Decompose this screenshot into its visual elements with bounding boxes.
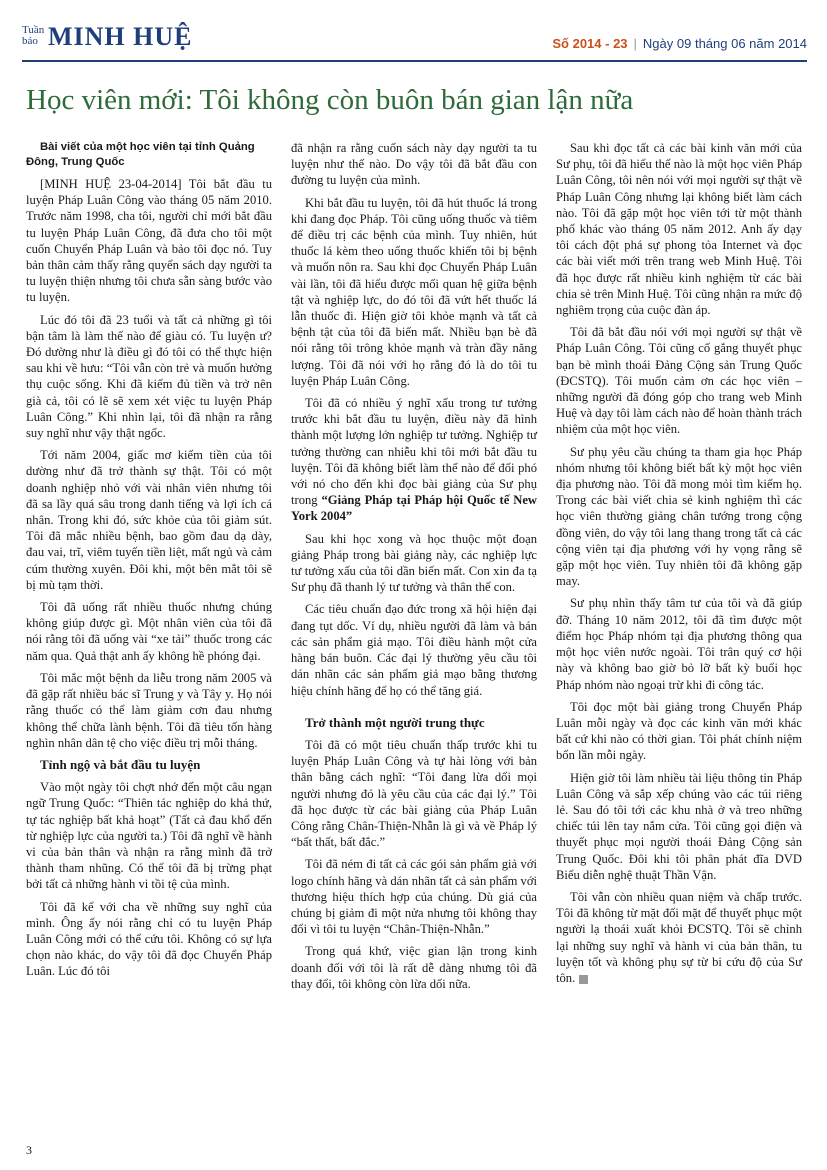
paragraph: Tôi đã bắt đầu nói với mọi người sự thật về Pháp Luân Công. Tôi cũng cố gắng thuyết phục bạn bè mình thoái Đảng Cộng sản Trung Quốc (ĐCSTQ). Tôi muốn cảm ơn các học viên – những người đã đóng góp cho trang web Minh Huệ và dạy tôi làm cách nào để hoàn thành trách nhiệm của một học viên. [556,325,802,437]
paragraph-text: Tôi đã có nhiều ý nghĩ xấu trong tư tưởng trước khi bắt đầu tu luyện, điều này đã hình thành một lượng lớn nghiệp tư tưởng. Nghiệp tư tưởng thường can nhiễu khi tôi mới bắt đầu tu luyện. Tôi đã không biết làm thế nào để đối phó với nó cho đến khi đọc bài giảng của Sư phụ trong [291,396,537,508]
paragraph: Tôi đã có một tiêu chuẩn thấp trước khi tu luyện Pháp Luân Công và tự hài lòng với bản thân bằng cách nghĩ: “Tôi đang lừa dối mọi người nhưng đó là yêu cầu của các đại lý.” Tôi đã học được từ các bài giảng của Pháp Luân Công rằng Chân-Thiện-Nhẫn là gì và về Pháp lý “bất thất, bất đắc.” [291,737,537,850]
paragraph: Tôi mắc một bệnh da liễu trong năm 2005 và đã gặp rất nhiều bác sĩ Trung y và Tây y. Họ nói rằng thuốc có thể làm giảm cơn đau nhưng không thể chữa lành bệnh. Tôi đã tiêu tốn hàng nghìn nhân dân tệ cho việc điều trị mỗi tháng. [26,670,272,750]
column-2 [291,140,537,1150]
page-number: 3 [26,1143,32,1157]
brand-logo [22,24,193,50]
paragraph: Vào một ngày tôi chợt nhớ đến một câu ngạn ngữ Trung Quốc: “Thiên tác nghiệp do khả thứ, tự tác nghiệp bất khả hoạt” (Tất cả đau khổ đến từ nghiệp lực của người ta.) Tôi đã nghĩ về hành vi của bản thân và nhận ra rằng mình đã trở thành tham nhũng. Có thể tôi đã bị trừng phạt bởi tất cả những hành vi tồi tệ của mình. [26,780,272,892]
issue-number: Số 2014 - 23 [552,36,628,51]
article-body [26,140,802,1150]
lecture-title: “Giảng Pháp tại Pháp hội Quốc tế New York 2004” [291,493,537,524]
paragraph: Tôi đọc một bài giảng trong Chuyển Pháp Luân mỗi ngày và đọc các kinh văn mới khác bất cứ khi nào có thời gian. Tôi phát chính niệm bốn lần mỗi ngày. [556,699,802,763]
paragraph: Các tiêu chuẩn đạo đức trong xã hội hiện đại đang tụt dốc. Ví dụ, nhiều người đã làm và bán các sản phẩm giả mạo. Tôi điều hành một cửa hàng bán buôn. Các đại lý thường yêu cầu tôi dán nhãn các sản phẩm giả mạo bằng thương hiệu chính hãng để họ có thể tăng giá. [291,602,537,698]
byline: Bài viết của một học viên tại tỉnh Quảng Đông, Trung Quốc [26,141,255,168]
article-title: Học viên mới: Tôi không còn buôn bán gian lận nữa [26,84,634,116]
paragraph: Lúc đó tôi đã 23 tuổi và tất cả những gì tôi bận tâm là làm thế nào để giàu có. Tu luyện ư? Đó dường như là điều gì đó tôi có thể thực hiện sau khi về hưu: “Tôi vẫn còn trẻ và muốn hưởng thụ cuộc sống. Khi đã kiếm đủ tiền và trở nên già cả, tôi có lẽ sẽ xem xét việc tu luyện Pháp Luân Công.” Khi nhìn lại, tôi đã nhận ra rằng suy nghĩ như vậy thật ngốc. [26,312,272,441]
paragraph: Sư phụ nhìn thấy tâm tư của tôi và đã giúp đỡ. Tháng 10 năm 2012, tôi đã tìm được một điểm học Pháp nhóm tại địa phương thông qua một học viên nước ngoài. Tôi trân quý cơ hội này và không bao giờ bỏ lỡ bất kỳ buổi học Pháp nhóm nào ngoại trừ khi đi công tác. [556,596,802,692]
paragraph: Sau khi đọc tất cả các bài kinh văn mới của Sư phụ, tôi đã hiểu thế nào là một học viên Pháp Luân Công, tôi nên nói với mọi người sự thật về Pháp Luân Công nhưng lại không biết làm cách nào. Tôi đã gặp một học viên tới từ một thành phố khác vào tháng 05 năm 2012. Anh ấy dạy tôi cách đột phá sự phong tỏa Internet và đọc các bài viết mới trên trang web Minh Huệ. Tôi đã học được rất nhiều kinh nghiệm từ các bài chia sẻ trên Minh Huệ. Tôi cũng nhận ra mức độ nghiêm trọng của cuộc đàn áp. [556,141,802,318]
paragraph: Tôi đã uống rất nhiều thuốc nhưng chúng không giúp được gì. Một nhân viên của tôi đã nói rằng tôi đã uống vài “xe tải” thuốc trong các năm qua. Quả thật anh ấy không hề phóng đại. [26,600,272,663]
masthead-rule [22,60,807,62]
paragraph: Trong quá khứ, việc gian lận trong kinh doanh đối với tôi là rất dễ dàng nhưng tôi đã thay đổi, tôi không còn lừa dối nữa. [291,944,537,991]
subheading: Trở thành một người trung thực [305,714,485,730]
paragraph: Sau khi học xong và học thuộc một đoạn giảng Pháp trong bài giảng này, các nghiệp lực tư tưởng xấu của tôi dần biến mất. Con xin đa tạ Sư phụ đã thanh lý tư tưởng và thân thể con. [291,531,537,595]
paragraph: Tôi đã kể với cha về những suy nghĩ của mình. Ông ấy nói rằng chỉ có tu luyện Pháp Luân Công mới có thể cứu tôi. Không có sự lựa chọn nào khác, do vậy tôi đã đọc Chuyển Pháp Luân. Lúc đó tôi [26,899,272,979]
issue-date: Ngày 09 tháng 06 năm 2014 [642,36,807,51]
paragraph [291,395,537,525]
column-1 [26,140,272,1150]
issue-separator: | [633,36,637,51]
paragraph: Tôi đã ném đi tất cả các gói sản phẩm giả với logo chính hãng và dán nhãn tất cả sản phẩm với thương hiệu thích hợp của chúng. Dù giá của chúng bị giảm đi một nửa nhưng tôi không thay đổi vì tôi tu luyện “Chân-Thiện-Nhẫn.” [291,857,537,937]
paragraph: Khi bắt đầu tu luyện, tôi đã hút thuốc lá trong khi đang đọc Pháp. Tôi cũng uống thuốc và tiêm để điều trị các bệnh của mình. Tuy nhiên, hút thuốc lá kèm theo uống thuốc khiến tôi bị bệnh và muốn nôn ra. Sau khi đọc Chuyển Pháp Luân vài lần, tôi đã hiểu được mối quan hệ giữa bệnh tật và nghiệp lực, do đó tôi đã vứt hết thuốc lá lẫn thuốc đi. Hiện giờ tôi khỏe mạnh và tất cả bệnh tật của tôi đã biến mất. Nhiều bạn bè đã nói rằng tôi trông khỏe mạnh và tràn đầy năng lượng. Tôi đã nói với họ rằng đó là do tôi tu luyện Pháp Luân Công. [291,195,537,388]
paragraph: Sư phụ yêu cầu chúng ta tham gia học Pháp nhóm nhưng tôi không biết bất kỳ một học viên địa phương nào. Tôi đã mong mỏi tìm kiếm họ. Trong các bài viết chia sẻ kinh nghiệm thì các học viên thường giảng chân tướng trong cộng đồng viên, do vậy tôi lang thang trong tất cả các cộng viên tại địa phương với hy vọng rằng sẽ gặp một học viên. Tuy nhiên tôi đã không gặp may. [556,444,802,589]
subheading: Tỉnh ngộ và bắt đầu tu luyện [40,756,201,772]
issue-info [552,36,807,51]
paragraph: đã nhận ra rằng cuốn sách này dạy người ta tu luyện như thế nào. Do vậy tôi đã bắt đầu con đường tu luyện của mình. [291,141,537,188]
paragraph [556,889,802,986]
end-mark-icon [579,975,588,984]
column-3 [556,140,802,1150]
brand-name: MINH HUỆ [48,22,193,51]
paragraph-text: Tôi vẫn còn nhiều quan niệm và chấp trước. Tôi đã không từ mặt đối mặt để thuyết phục một người lạ thoái xuất khỏi ĐCSTQ. Tôi sẽ chỉnh lại những suy nghĩ và hành vi của bản thân, tu luyện tốt và không phụ sự từ bi cứu độ của Sư tôn. [556,889,802,985]
masthead [22,18,807,58]
paragraph: Tới năm 2004, giấc mơ kiếm tiền của tôi dường như đã trở thành sự thật. Tôi có một doanh nghiệp nhỏ với vài nhân viên nhưng tôi đã sa lầy quá sâu trong danh tiếng và lợi ích cá nhân. Trong khi đó, sức khỏe của tôi giảm sút. Tôi đã mắc nhiều bệnh, bao gồm đau dạ dày, đau vai, trĩ, viêm tuyến tiền liệt, mất ngủ và cảm cúm thường xuyên. Đôi khi, một bên mắt tôi sẽ bị mù tạm thời. [26,448,272,592]
brand-small: Tuần báo [22,24,45,47]
paragraph: [MINH HUỆ 23-04-2014] Tôi bắt đầu tu luyện Pháp Luân Công vào tháng 05 năm 2010. Trước năm 1998, cha tôi, người chỉ mới bắt đầu tu luyện Pháp Luân Công, đã đưa cho tôi một cuốn Chuyển Pháp Luân và bảo tôi đọc nó. Tuy bản thân cảm thấy rằng quyển sách dạy người ta tu luyện thiện nhưng tôi chưa sẵn sàng bước vào tu luyện. [26,177,272,305]
paragraph: Hiện giờ tôi làm nhiều tài liệu thông tin Pháp Luân Công và sắp xếp chúng vào các túi riêng lẻ. Sau đó tôi tới các khu nhà ở và treo những chiếc túi lên tay nắm cửa. Tôi cũng gọi điện và thuyết phục mọi người thoái Đảng Cộng sản Trung Quốc. Đôi khi tôi phân phát đĩa DVD Biểu diễn nghệ thuật Thần Vận. [556,770,802,882]
